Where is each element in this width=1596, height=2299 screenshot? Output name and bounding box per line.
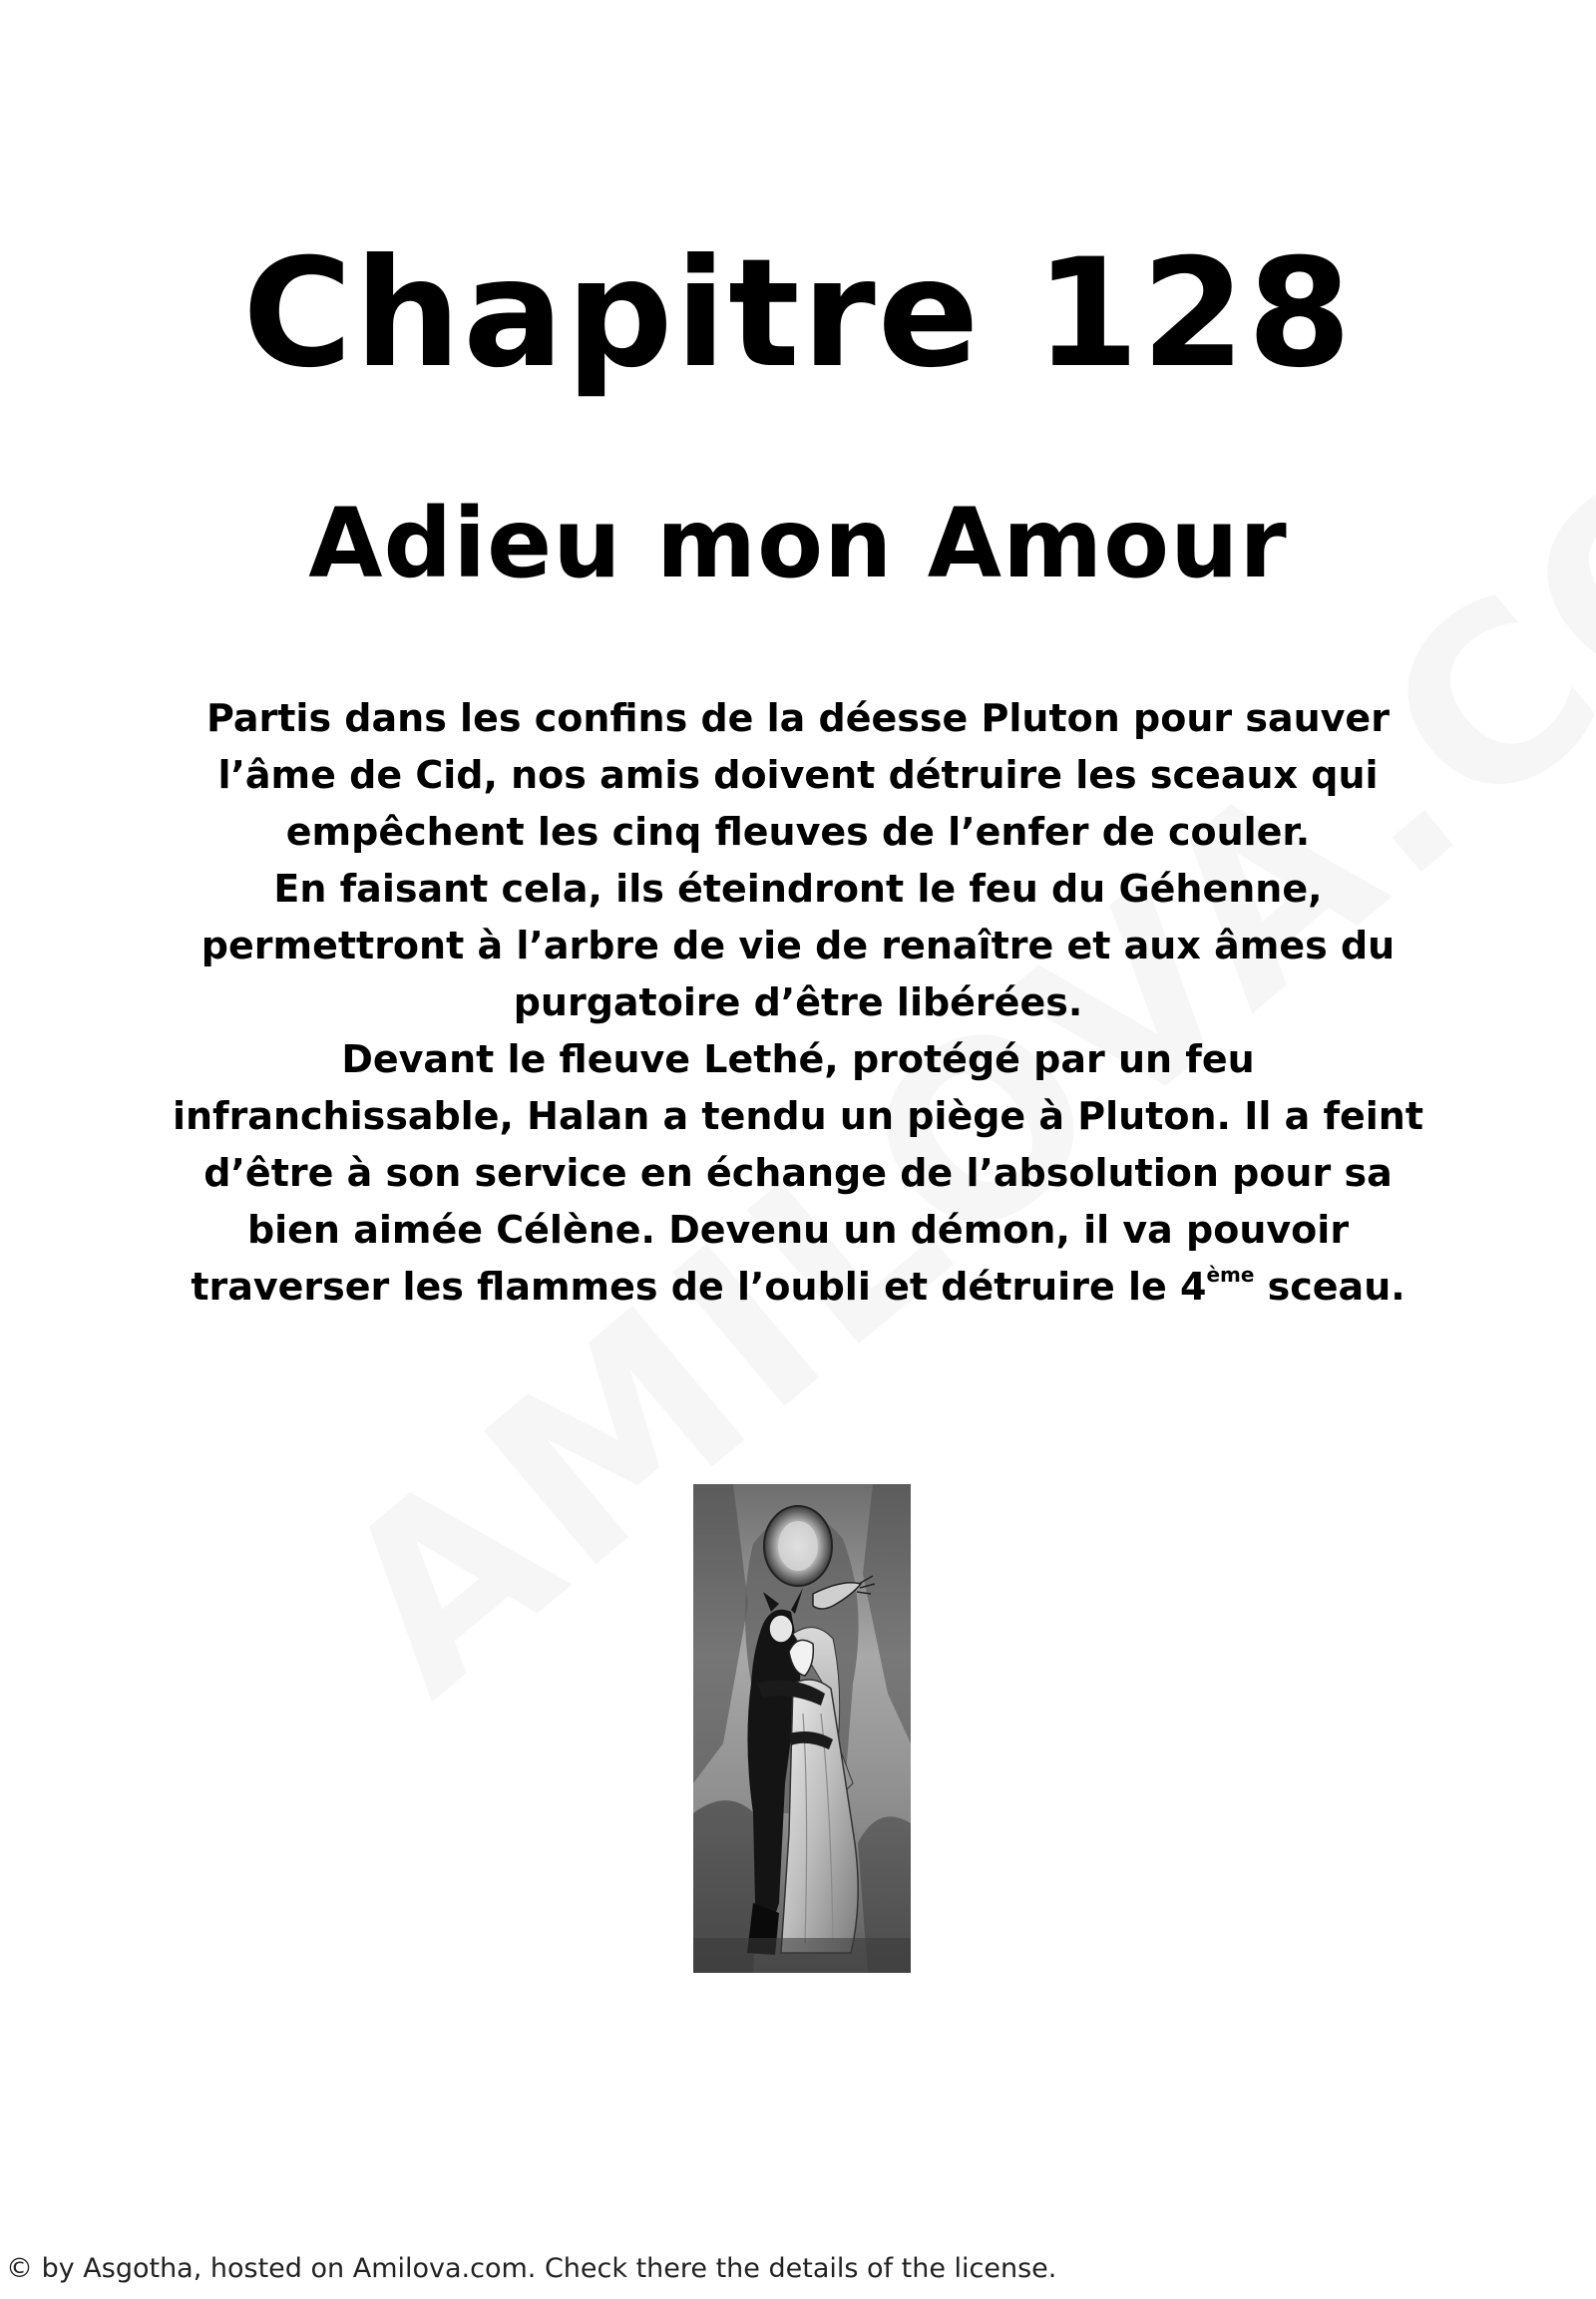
summary-paragraph-2: En faisant cela, ils éteindront le feu du Géhenne, permettront à l’arbre de vie de renaître et aux âmes du purgatoire d’être libérées.: [200, 867, 1396, 1024]
chapter-illustration: [693, 1484, 911, 1973]
chapter-subtitle: Adieu mon Amour: [308, 488, 1288, 599]
copyright-footer: © by Asgotha, hosted on Amilova.com. Check there the details of the license.: [6, 2253, 1057, 2284]
summary-paragraph-3-end: sceau.: [1267, 1265, 1405, 1309]
chapter-title: Chapitre 128: [242, 227, 1354, 401]
illustration-drawing: [693, 1484, 911, 1973]
summary-seal-number: 4: [1179, 1265, 1207, 1309]
summary-seal-superscript: ème: [1206, 1263, 1255, 1287]
chapter-summary: [170, 690, 1426, 1316]
summary-paragraph-3-main: Devant le fleuve Lethé, protégé par un feu infranchissable, Halan a tendu un piège à Pluton. Il a feint d’être à son service en échange de l’absolution pour sa bien aimée Célène. Devenu un démon, il va pouvoir traverser les flammes de l’oubli et détruire le: [172, 1037, 1424, 1309]
summary-paragraph-3: [170, 1031, 1426, 1316]
summary-paragraph-1: Partis dans les confins de la déesse Pluton pour sauver l’âme de Cid, nos amis doivent détruire les sceaux qui empêchent les cinq fleuves de l’enfer de couler.: [206, 696, 1390, 854]
